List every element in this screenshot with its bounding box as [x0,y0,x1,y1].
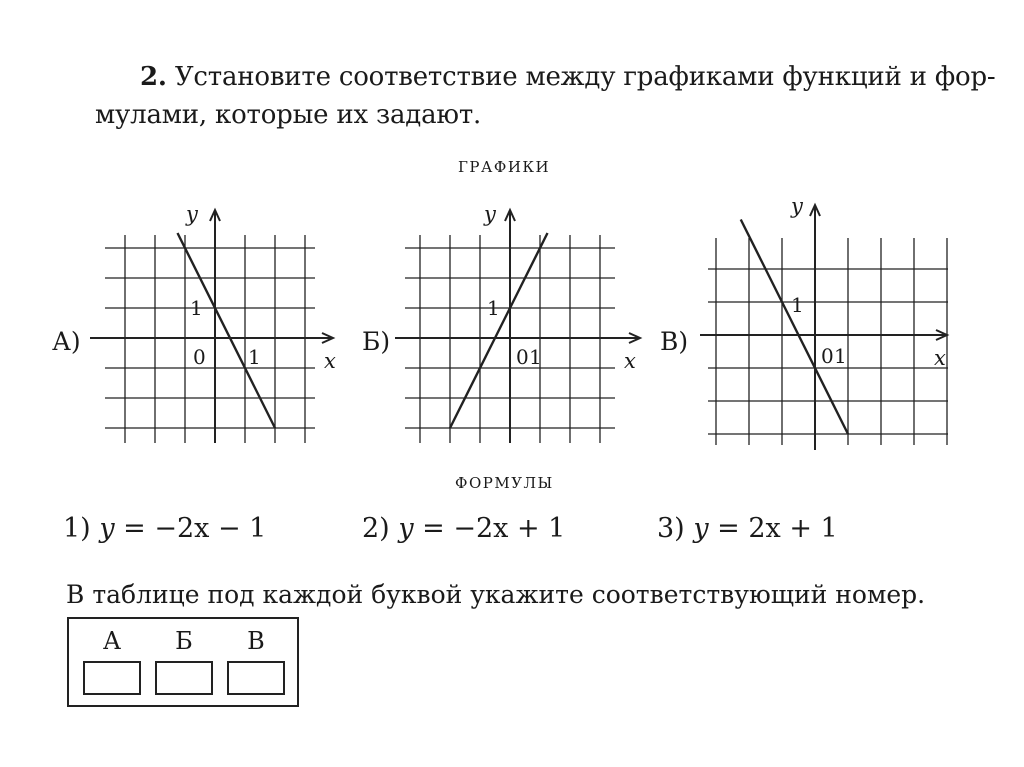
answer-letter-b: Б [175,627,193,655]
formula-2-rhs: = −2x + 1 [413,513,566,544]
formula-3-lhs: y [693,513,709,544]
graph-a [90,195,350,455]
answer-column-b [153,619,215,695]
task-line-1 [140,58,995,96]
formula-3-label: 3) [657,513,685,544]
graph-v-x-axis-label: x [934,346,946,370]
graph-v-one-y: 1 [791,293,804,317]
graph-v [700,195,960,455]
graph-b-x-axis-label: x [624,349,636,373]
graph-b-axes [395,210,640,443]
answer-cell-b[interactable] [155,661,213,695]
formula-2-label: 2) [362,513,390,544]
formula-1-label: 1) [63,513,91,544]
graphs-heading: ГРАФИКИ [458,158,551,176]
formula-2 [362,513,565,544]
task-text-1: Установите соответствие между графиками функций и фор- [174,62,996,92]
graph-b-one-x: 1 [529,345,542,369]
graph-a-zero: 0 [193,345,206,369]
formula-2-lhs: y [398,513,414,544]
answer-column-v [225,619,287,695]
graph-v-y-axis-label: y [791,194,803,218]
answer-table [67,617,299,707]
graph-b [395,195,655,455]
instruction-text: В таблице под каждой буквой укажите соответствующий номер. [66,580,926,609]
formula-1-rhs: = −2x − 1 [114,513,267,544]
graph-b-zero: 0 [516,345,529,369]
answer-cell-v[interactable] [227,661,285,695]
graph-v-grid [708,238,948,445]
graph-a-x-axis-label: x [324,349,336,373]
graph-v-axes [700,205,947,450]
graph-a-y-axis-label: y [186,202,198,226]
task-line-2: мулами, которые их задают. [95,100,482,130]
graph-b-function-line [450,233,548,428]
graph-label-b: Б) [362,327,391,356]
graph-v-one-x: 1 [834,344,847,368]
formula-3-rhs: = 2x + 1 [708,513,838,544]
graph-b-one-y: 1 [487,296,500,320]
graph-a-one-y: 1 [190,296,203,320]
graph-a-axes [90,210,333,443]
answer-letter-v: В [247,627,265,655]
graph-v-zero: 0 [821,344,834,368]
graph-a-function-line [178,233,276,428]
formula-1 [63,513,266,544]
graph-a-one-x: 1 [248,345,261,369]
formula-3 [657,513,838,544]
answer-column-a [81,619,143,695]
graph-b-y-axis-label: y [484,202,496,226]
graph-label-a: А) [52,327,81,356]
task-number: 2. [140,62,167,92]
graph-v-function-line [741,220,848,435]
answer-cell-a[interactable] [83,661,141,695]
formulas-heading: ФОРМУЛЫ [455,474,554,492]
answer-letter-a: А [102,627,122,655]
graph-label-v: В) [660,327,689,356]
formula-1-lhs: y [99,513,115,544]
